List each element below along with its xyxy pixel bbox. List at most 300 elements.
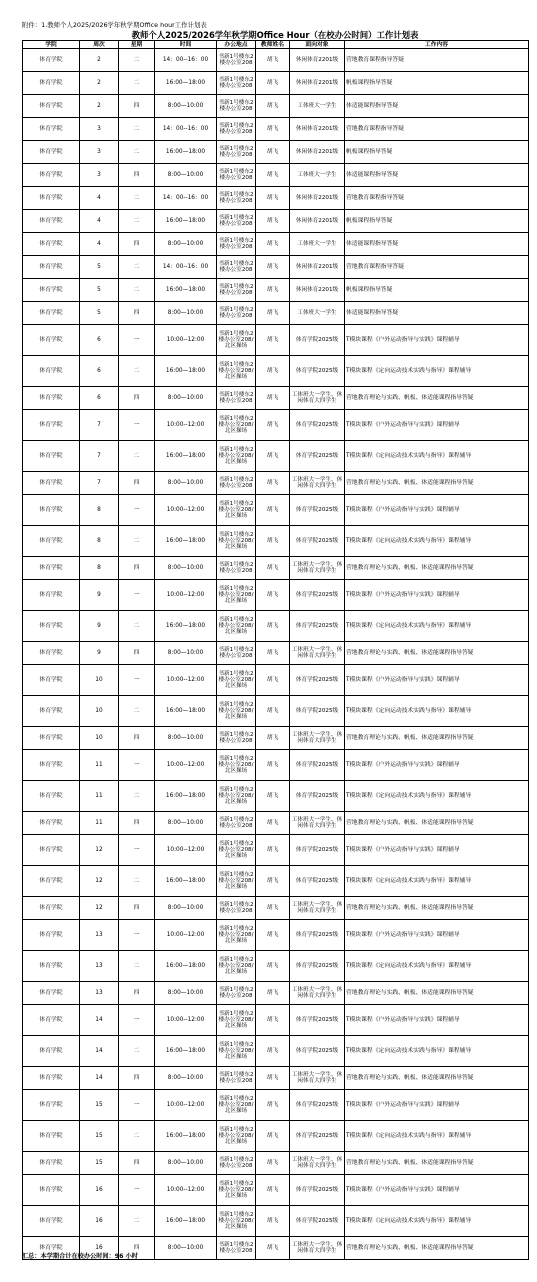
table-row bbox=[23, 233, 529, 256]
cell-target: 体育学院2025级 bbox=[290, 441, 345, 472]
cell-week: 16 bbox=[80, 1175, 119, 1206]
cell-teacher: 胡飞 bbox=[256, 866, 290, 897]
cell-location: 书新1号楼东2楼办公室208 bbox=[217, 557, 256, 580]
table-row bbox=[23, 951, 529, 982]
cell-target: 体育学院2025级 bbox=[290, 580, 345, 611]
cell-content: 营地教育理论与实践、帆板、体适能课程指导答疑 bbox=[345, 472, 529, 495]
cell-week: 14 bbox=[80, 1005, 119, 1036]
summary-line: 汇总：本学期合计在校办公时间：96 小时 bbox=[22, 1253, 138, 1260]
cell-teacher: 胡飞 bbox=[256, 472, 290, 495]
cell-location: 书新1号楼东2楼办公室208/北区操场 bbox=[217, 665, 256, 696]
cell-day: 二 bbox=[119, 441, 155, 472]
cell-college: 体育学院 bbox=[23, 472, 80, 495]
cell-teacher: 胡飞 bbox=[256, 495, 290, 526]
cell-target: 休闲体育2201级 bbox=[290, 118, 345, 141]
cell-location: 书新1号楼东2楼办公室208/北区操场 bbox=[217, 1090, 256, 1121]
cell-day: 一 bbox=[119, 835, 155, 866]
cell-time: 16:00—18:00 bbox=[155, 1206, 217, 1237]
cell-teacher: 胡飞 bbox=[256, 95, 290, 118]
cell-college: 体育学院 bbox=[23, 302, 80, 325]
cell-college: 体育学院 bbox=[23, 982, 80, 1005]
cell-target: 体育学院2025级 bbox=[290, 665, 345, 696]
cell-week: 9 bbox=[80, 642, 119, 665]
cell-time: 8:00—10:00 bbox=[155, 557, 217, 580]
cell-week: 16 bbox=[80, 1206, 119, 1237]
cell-location: 书新1号楼东2楼办公室208 bbox=[217, 49, 256, 72]
cell-day: 四 bbox=[119, 164, 155, 187]
cell-content: T模块课程《定向运动技术实践与指导》课程辅导 bbox=[345, 611, 529, 642]
cell-day: 二 bbox=[119, 187, 155, 210]
cell-week: 2 bbox=[80, 95, 119, 118]
cell-day: 四 bbox=[119, 557, 155, 580]
cell-week: 14 bbox=[80, 1036, 119, 1067]
cell-college: 体育学院 bbox=[23, 256, 80, 279]
header-content: 工作内容 bbox=[345, 41, 529, 49]
cell-week: 2 bbox=[80, 49, 119, 72]
cell-time: 8:00—10:00 bbox=[155, 727, 217, 750]
cell-location: 书新1号楼东2楼办公室208/北区操场 bbox=[217, 1036, 256, 1067]
table-row bbox=[23, 1121, 529, 1152]
cell-week: 16 bbox=[80, 1237, 119, 1260]
cell-teacher: 胡飞 bbox=[256, 1121, 290, 1152]
cell-day: 四 bbox=[119, 1237, 155, 1260]
cell-week: 6 bbox=[80, 325, 119, 356]
cell-teacher: 胡飞 bbox=[256, 1067, 290, 1090]
cell-location: 书新1号楼东2楼办公室208/北区操场 bbox=[217, 696, 256, 727]
cell-day: 二 bbox=[119, 1121, 155, 1152]
cell-target: 工体班大一学生、休闲体育大四学生 bbox=[290, 1237, 345, 1260]
cell-teacher: 胡飞 bbox=[256, 210, 290, 233]
table-row bbox=[23, 1175, 529, 1206]
cell-day: 二 bbox=[119, 781, 155, 812]
cell-target: 工体班大一学生 bbox=[290, 233, 345, 256]
cell-location: 书新1号楼东2楼办公室208 bbox=[217, 812, 256, 835]
cell-time: 14：00--16：00 bbox=[155, 187, 217, 210]
table-row bbox=[23, 141, 529, 164]
cell-college: 体育学院 bbox=[23, 1090, 80, 1121]
cell-target: 休闲体育2201级 bbox=[290, 210, 345, 233]
cell-teacher: 胡飞 bbox=[256, 356, 290, 387]
cell-day: 四 bbox=[119, 1067, 155, 1090]
cell-week: 11 bbox=[80, 812, 119, 835]
cell-location: 书新1号楼东2楼办公室208 bbox=[217, 164, 256, 187]
cell-week: 2 bbox=[80, 72, 119, 95]
cell-target: 体育学院2025级 bbox=[290, 951, 345, 982]
cell-day: 一 bbox=[119, 1090, 155, 1121]
cell-location: 书新1号楼东2楼办公室208/北区操场 bbox=[217, 1121, 256, 1152]
cell-location: 书新1号楼东2楼办公室208 bbox=[217, 982, 256, 1005]
cell-teacher: 胡飞 bbox=[256, 1005, 290, 1036]
cell-teacher: 胡飞 bbox=[256, 302, 290, 325]
header-time: 时间 bbox=[155, 41, 217, 49]
cell-time: 8:00—10:00 bbox=[155, 302, 217, 325]
cell-content: T模块课程《户外运动指导与实践》课程辅导 bbox=[345, 325, 529, 356]
cell-week: 3 bbox=[80, 164, 119, 187]
cell-target: 工体班大一学生、休闲体育大四学生 bbox=[290, 472, 345, 495]
cell-target: 体育学院2025级 bbox=[290, 696, 345, 727]
cell-time: 14：00--16：00 bbox=[155, 118, 217, 141]
cell-time: 8:00—10:00 bbox=[155, 1152, 217, 1175]
cell-teacher: 胡飞 bbox=[256, 325, 290, 356]
cell-content: 营地教育理论与实践、帆板、体适能课程指导答疑 bbox=[345, 1237, 529, 1260]
cell-time: 16:00—18:00 bbox=[155, 611, 217, 642]
cell-week: 8 bbox=[80, 495, 119, 526]
cell-content: T模块课程《户外运动指导与实践》课程辅导 bbox=[345, 1090, 529, 1121]
cell-day: 四 bbox=[119, 1152, 155, 1175]
table-row bbox=[23, 356, 529, 387]
table-row bbox=[23, 727, 529, 750]
table-row bbox=[23, 1206, 529, 1237]
cell-location: 书新1号楼东2楼办公室208/北区操场 bbox=[217, 410, 256, 441]
cell-content: 体适能课程指导答疑 bbox=[345, 164, 529, 187]
cell-day: 一 bbox=[119, 750, 155, 781]
cell-content: T模块课程《定向运动技术实践与指导》课程辅导 bbox=[345, 526, 529, 557]
cell-day: 四 bbox=[119, 642, 155, 665]
cell-college: 体育学院 bbox=[23, 164, 80, 187]
cell-teacher: 胡飞 bbox=[256, 920, 290, 951]
cell-content: T模块课程《定向运动技术实践与指导》课程辅导 bbox=[345, 356, 529, 387]
table-row bbox=[23, 387, 529, 410]
cell-location: 书新1号楼东2楼办公室208 bbox=[217, 141, 256, 164]
cell-week: 10 bbox=[80, 665, 119, 696]
table-row bbox=[23, 441, 529, 472]
cell-day: 四 bbox=[119, 302, 155, 325]
cell-location: 书新1号楼东2楼办公室208 bbox=[217, 1067, 256, 1090]
cell-teacher: 胡飞 bbox=[256, 642, 290, 665]
cell-teacher: 胡飞 bbox=[256, 256, 290, 279]
cell-target: 体育学院2025级 bbox=[290, 495, 345, 526]
cell-target: 体育学院2025级 bbox=[290, 1090, 345, 1121]
cell-content: T模块课程《定向运动技术实践与指导》课程辅导 bbox=[345, 1036, 529, 1067]
cell-content: T模块课程《定向运动技术实践与指导》课程辅导 bbox=[345, 951, 529, 982]
cell-time: 10:00--12:00 bbox=[155, 665, 217, 696]
cell-time: 8:00—10:00 bbox=[155, 472, 217, 495]
cell-teacher: 胡飞 bbox=[256, 526, 290, 557]
table-row bbox=[23, 866, 529, 897]
cell-target: 工体班大一学生 bbox=[290, 164, 345, 187]
cell-teacher: 胡飞 bbox=[256, 141, 290, 164]
cell-teacher: 胡飞 bbox=[256, 1237, 290, 1260]
cell-content: 营地教育理论与实践、帆板、体适能课程指导答疑 bbox=[345, 1067, 529, 1090]
cell-time: 10:00--12:00 bbox=[155, 580, 217, 611]
cell-content: 帆板课程指导答疑 bbox=[345, 210, 529, 233]
cell-week: 4 bbox=[80, 233, 119, 256]
table-row bbox=[23, 1067, 529, 1090]
cell-location: 书新1号楼东2楼办公室208 bbox=[217, 95, 256, 118]
cell-content: 营地教育理论与实践、帆板、体适能课程指导答疑 bbox=[345, 557, 529, 580]
table-row bbox=[23, 164, 529, 187]
cell-week: 11 bbox=[80, 781, 119, 812]
cell-college: 体育学院 bbox=[23, 1206, 80, 1237]
cell-content: 营地教育课程指导答疑 bbox=[345, 49, 529, 72]
cell-teacher: 胡飞 bbox=[256, 696, 290, 727]
cell-time: 8:00—10:00 bbox=[155, 1067, 217, 1090]
cell-content: T模块课程《定向运动技术实践与指导》课程辅导 bbox=[345, 441, 529, 472]
cell-location: 书新1号楼东2楼办公室208 bbox=[217, 727, 256, 750]
cell-college: 体育学院 bbox=[23, 279, 80, 302]
cell-teacher: 胡飞 bbox=[256, 187, 290, 210]
header-day: 星期 bbox=[119, 41, 155, 49]
cell-college: 体育学院 bbox=[23, 118, 80, 141]
cell-week: 6 bbox=[80, 387, 119, 410]
table-row bbox=[23, 1090, 529, 1121]
cell-college: 体育学院 bbox=[23, 557, 80, 580]
table-row bbox=[23, 187, 529, 210]
cell-location: 书新1号楼东2楼办公室208 bbox=[217, 256, 256, 279]
cell-target: 体育学院2025级 bbox=[290, 526, 345, 557]
cell-location: 书新1号楼东2楼办公室208/北区操场 bbox=[217, 835, 256, 866]
table-row bbox=[23, 897, 529, 920]
table-row bbox=[23, 118, 529, 141]
cell-time: 8:00—10:00 bbox=[155, 164, 217, 187]
table-row bbox=[23, 256, 529, 279]
cell-time: 10:00--12:00 bbox=[155, 495, 217, 526]
cell-college: 体育学院 bbox=[23, 1067, 80, 1090]
cell-college: 体育学院 bbox=[23, 920, 80, 951]
cell-day: 四 bbox=[119, 387, 155, 410]
cell-college: 体育学院 bbox=[23, 49, 80, 72]
cell-college: 体育学院 bbox=[23, 665, 80, 696]
cell-target: 休闲体育2201级 bbox=[290, 187, 345, 210]
cell-content: 营地教育理论与实践、帆板、体适能课程指导答疑 bbox=[345, 642, 529, 665]
cell-time: 16:00—18:00 bbox=[155, 866, 217, 897]
cell-day: 二 bbox=[119, 696, 155, 727]
cell-day: 一 bbox=[119, 325, 155, 356]
cell-target: 工体班大一学生、休闲体育大四学生 bbox=[290, 812, 345, 835]
cell-location: 书新1号楼东2楼办公室208/北区操场 bbox=[217, 1206, 256, 1237]
cell-content: T模块课程《户外运动指导与实践》课程辅导 bbox=[345, 1175, 529, 1206]
cell-college: 体育学院 bbox=[23, 441, 80, 472]
cell-target: 体育学院2025级 bbox=[290, 611, 345, 642]
cell-day: 一 bbox=[119, 1005, 155, 1036]
cell-content: T模块课程《户外运动指导与实践》课程辅导 bbox=[345, 1005, 529, 1036]
cell-time: 16:00—18:00 bbox=[155, 141, 217, 164]
cell-location: 书新1号楼东2楼办公室208/北区操场 bbox=[217, 495, 256, 526]
table-row bbox=[23, 580, 529, 611]
cell-content: T模块课程《户外运动指导与实践》课程辅导 bbox=[345, 495, 529, 526]
cell-location: 书新1号楼东2楼办公室208 bbox=[217, 210, 256, 233]
cell-content: 帆板课程指导答疑 bbox=[345, 279, 529, 302]
cell-day: 二 bbox=[119, 356, 155, 387]
cell-time: 16:00—18:00 bbox=[155, 951, 217, 982]
cell-location: 书新1号楼东2楼办公室208/北区操场 bbox=[217, 951, 256, 982]
cell-time: 10:00--12:00 bbox=[155, 835, 217, 866]
table-row bbox=[23, 472, 529, 495]
cell-target: 工体班大一学生、休闲体育大四学生 bbox=[290, 642, 345, 665]
cell-time: 10:00--12:00 bbox=[155, 750, 217, 781]
cell-week: 8 bbox=[80, 526, 119, 557]
cell-location: 书新1号楼东2楼办公室208 bbox=[217, 72, 256, 95]
header-target: 面向对象 bbox=[290, 41, 345, 49]
cell-target: 工体班大一学生、休闲体育大四学生 bbox=[290, 1152, 345, 1175]
cell-day: 二 bbox=[119, 141, 155, 164]
cell-target: 体育学院2025级 bbox=[290, 410, 345, 441]
cell-college: 体育学院 bbox=[23, 210, 80, 233]
cell-time: 16:00—18:00 bbox=[155, 696, 217, 727]
cell-week: 12 bbox=[80, 835, 119, 866]
cell-day: 一 bbox=[119, 665, 155, 696]
cell-teacher: 胡飞 bbox=[256, 1206, 290, 1237]
cell-college: 体育学院 bbox=[23, 1005, 80, 1036]
cell-location: 书新1号楼东2楼办公室208/北区操场 bbox=[217, 526, 256, 557]
cell-day: 四 bbox=[119, 982, 155, 1005]
cell-teacher: 胡飞 bbox=[256, 835, 290, 866]
cell-teacher: 胡飞 bbox=[256, 897, 290, 920]
cell-content: T模块课程《户外运动指导与实践》课程辅导 bbox=[345, 750, 529, 781]
cell-location: 书新1号楼东2楼办公室208/北区操场 bbox=[217, 356, 256, 387]
cell-time: 16:00—18:00 bbox=[155, 1121, 217, 1152]
cell-content: 营地教育理论与实践、帆板、体适能课程指导答疑 bbox=[345, 1152, 529, 1175]
table-row bbox=[23, 812, 529, 835]
cell-target: 体育学院2025级 bbox=[290, 781, 345, 812]
cell-teacher: 胡飞 bbox=[256, 387, 290, 410]
cell-week: 13 bbox=[80, 951, 119, 982]
cell-time: 16:00—18:00 bbox=[155, 526, 217, 557]
cell-day: 四 bbox=[119, 727, 155, 750]
cell-day: 二 bbox=[119, 118, 155, 141]
cell-teacher: 胡飞 bbox=[256, 164, 290, 187]
cell-location: 书新1号楼东2楼办公室208 bbox=[217, 279, 256, 302]
table-body bbox=[23, 49, 529, 1260]
cell-time: 8:00—10:00 bbox=[155, 897, 217, 920]
cell-target: 工体班大一学生 bbox=[290, 95, 345, 118]
cell-location: 书新1号楼东2楼办公室208 bbox=[217, 233, 256, 256]
cell-week: 3 bbox=[80, 118, 119, 141]
cell-target: 休闲体育2201级 bbox=[290, 72, 345, 95]
table-row bbox=[23, 665, 529, 696]
cell-week: 11 bbox=[80, 750, 119, 781]
cell-target: 体育学院2025级 bbox=[290, 1036, 345, 1067]
cell-time: 16:00—18:00 bbox=[155, 441, 217, 472]
cell-location: 书新1号楼东2楼办公室208/北区操场 bbox=[217, 441, 256, 472]
cell-content: T模块课程《定向运动技术实践与指导》课程辅导 bbox=[345, 1206, 529, 1237]
cell-day: 四 bbox=[119, 472, 155, 495]
cell-location: 书新1号楼东2楼办公室208 bbox=[217, 642, 256, 665]
cell-week: 4 bbox=[80, 187, 119, 210]
cell-week: 5 bbox=[80, 279, 119, 302]
cell-target: 体育学院2025级 bbox=[290, 1175, 345, 1206]
cell-teacher: 胡飞 bbox=[256, 1152, 290, 1175]
cell-college: 体育学院 bbox=[23, 812, 80, 835]
cell-time: 8:00—10:00 bbox=[155, 95, 217, 118]
cell-teacher: 胡飞 bbox=[256, 750, 290, 781]
cell-target: 工体班大一学生、休闲体育大四学生 bbox=[290, 387, 345, 410]
cell-week: 10 bbox=[80, 696, 119, 727]
cell-location: 书新1号楼东2楼办公室208 bbox=[217, 118, 256, 141]
header-teacher: 教师姓名 bbox=[256, 41, 290, 49]
table-row bbox=[23, 611, 529, 642]
cell-week: 5 bbox=[80, 302, 119, 325]
cell-day: 一 bbox=[119, 1175, 155, 1206]
table-row bbox=[23, 1005, 529, 1036]
cell-teacher: 胡飞 bbox=[256, 118, 290, 141]
cell-target: 体育学院2025级 bbox=[290, 920, 345, 951]
cell-location: 书新1号楼东2楼办公室208/北区操场 bbox=[217, 920, 256, 951]
cell-week: 5 bbox=[80, 256, 119, 279]
cell-time: 8:00—10:00 bbox=[155, 387, 217, 410]
cell-teacher: 胡飞 bbox=[256, 611, 290, 642]
cell-content: T模块课程《定向运动技术实践与指导》课程辅导 bbox=[345, 1121, 529, 1152]
cell-college: 体育学院 bbox=[23, 387, 80, 410]
cell-college: 体育学院 bbox=[23, 781, 80, 812]
cell-week: 15 bbox=[80, 1152, 119, 1175]
cell-content: T模块课程《户外运动指导与实践》课程辅导 bbox=[345, 410, 529, 441]
cell-day: 二 bbox=[119, 256, 155, 279]
cell-target: 体育学院2025级 bbox=[290, 1206, 345, 1237]
cell-college: 体育学院 bbox=[23, 410, 80, 441]
cell-location: 书新1号楼东2楼办公室208/北区操场 bbox=[217, 611, 256, 642]
cell-target: 体育学院2025级 bbox=[290, 866, 345, 897]
table-header-row bbox=[23, 41, 529, 49]
cell-time: 10:00--12:00 bbox=[155, 920, 217, 951]
cell-target: 工体班大一学生 bbox=[290, 302, 345, 325]
cell-college: 体育学院 bbox=[23, 1121, 80, 1152]
cell-content: 体适能课程指导答疑 bbox=[345, 302, 529, 325]
cell-content: 营地教育课程指导答疑 bbox=[345, 187, 529, 210]
attachment-note: 附件：1.教师个人2025/2026学年秋学期Office hour工作计划表 bbox=[22, 21, 207, 29]
cell-day: 二 bbox=[119, 611, 155, 642]
cell-time: 10:00--12:00 bbox=[155, 1005, 217, 1036]
cell-content: T模块课程《定向运动技术实践与指导》课程辅导 bbox=[345, 696, 529, 727]
cell-college: 体育学院 bbox=[23, 1237, 80, 1260]
cell-content: 帆板课程指导答疑 bbox=[345, 141, 529, 164]
cell-location: 书新1号楼东2楼办公室208 bbox=[217, 472, 256, 495]
cell-day: 一 bbox=[119, 495, 155, 526]
cell-time: 8:00—10:00 bbox=[155, 812, 217, 835]
cell-time: 8:00—10:00 bbox=[155, 1237, 217, 1260]
cell-day: 四 bbox=[119, 95, 155, 118]
office-hour-table bbox=[22, 40, 529, 1260]
cell-content: 营地教育理论与实践、帆板、体适能课程指导答疑 bbox=[345, 387, 529, 410]
cell-week: 15 bbox=[80, 1121, 119, 1152]
cell-time: 8:00—10:00 bbox=[155, 982, 217, 1005]
cell-location: 书新1号楼东2楼办公室208/北区操场 bbox=[217, 580, 256, 611]
cell-target: 工体班大一学生、休闲体育大四学生 bbox=[290, 1067, 345, 1090]
cell-teacher: 胡飞 bbox=[256, 1175, 290, 1206]
cell-location: 书新1号楼东2楼办公室208 bbox=[217, 1237, 256, 1260]
cell-week: 9 bbox=[80, 580, 119, 611]
cell-week: 12 bbox=[80, 866, 119, 897]
cell-week: 7 bbox=[80, 410, 119, 441]
cell-content: 体适能课程指导答疑 bbox=[345, 95, 529, 118]
cell-target: 休闲体育2201级 bbox=[290, 256, 345, 279]
cell-week: 10 bbox=[80, 727, 119, 750]
cell-content: 营地教育理论与实践、帆板、体适能课程指导答疑 bbox=[345, 897, 529, 920]
cell-target: 工体班大一学生、休闲体育大四学生 bbox=[290, 897, 345, 920]
cell-day: 二 bbox=[119, 526, 155, 557]
cell-day: 四 bbox=[119, 233, 155, 256]
cell-time: 8:00—10:00 bbox=[155, 233, 217, 256]
cell-teacher: 胡飞 bbox=[256, 441, 290, 472]
cell-week: 13 bbox=[80, 982, 119, 1005]
cell-day: 四 bbox=[119, 897, 155, 920]
cell-location: 书新1号楼东2楼办公室208/北区操场 bbox=[217, 1175, 256, 1206]
table-row bbox=[23, 1152, 529, 1175]
cell-location: 书新1号楼东2楼办公室208/北区操场 bbox=[217, 866, 256, 897]
cell-college: 体育学院 bbox=[23, 897, 80, 920]
cell-week: 9 bbox=[80, 611, 119, 642]
cell-content: T模块课程《定向运动技术实践与指导》课程辅导 bbox=[345, 866, 529, 897]
cell-week: 4 bbox=[80, 210, 119, 233]
cell-day: 二 bbox=[119, 1206, 155, 1237]
cell-target: 体育学院2025级 bbox=[290, 750, 345, 781]
cell-college: 体育学院 bbox=[23, 611, 80, 642]
cell-content: T模块课程《定向运动技术实践与指导》课程辅导 bbox=[345, 781, 529, 812]
cell-location: 书新1号楼东2楼办公室208/北区操场 bbox=[217, 750, 256, 781]
cell-college: 体育学院 bbox=[23, 951, 80, 982]
table-row bbox=[23, 526, 529, 557]
cell-college: 体育学院 bbox=[23, 233, 80, 256]
